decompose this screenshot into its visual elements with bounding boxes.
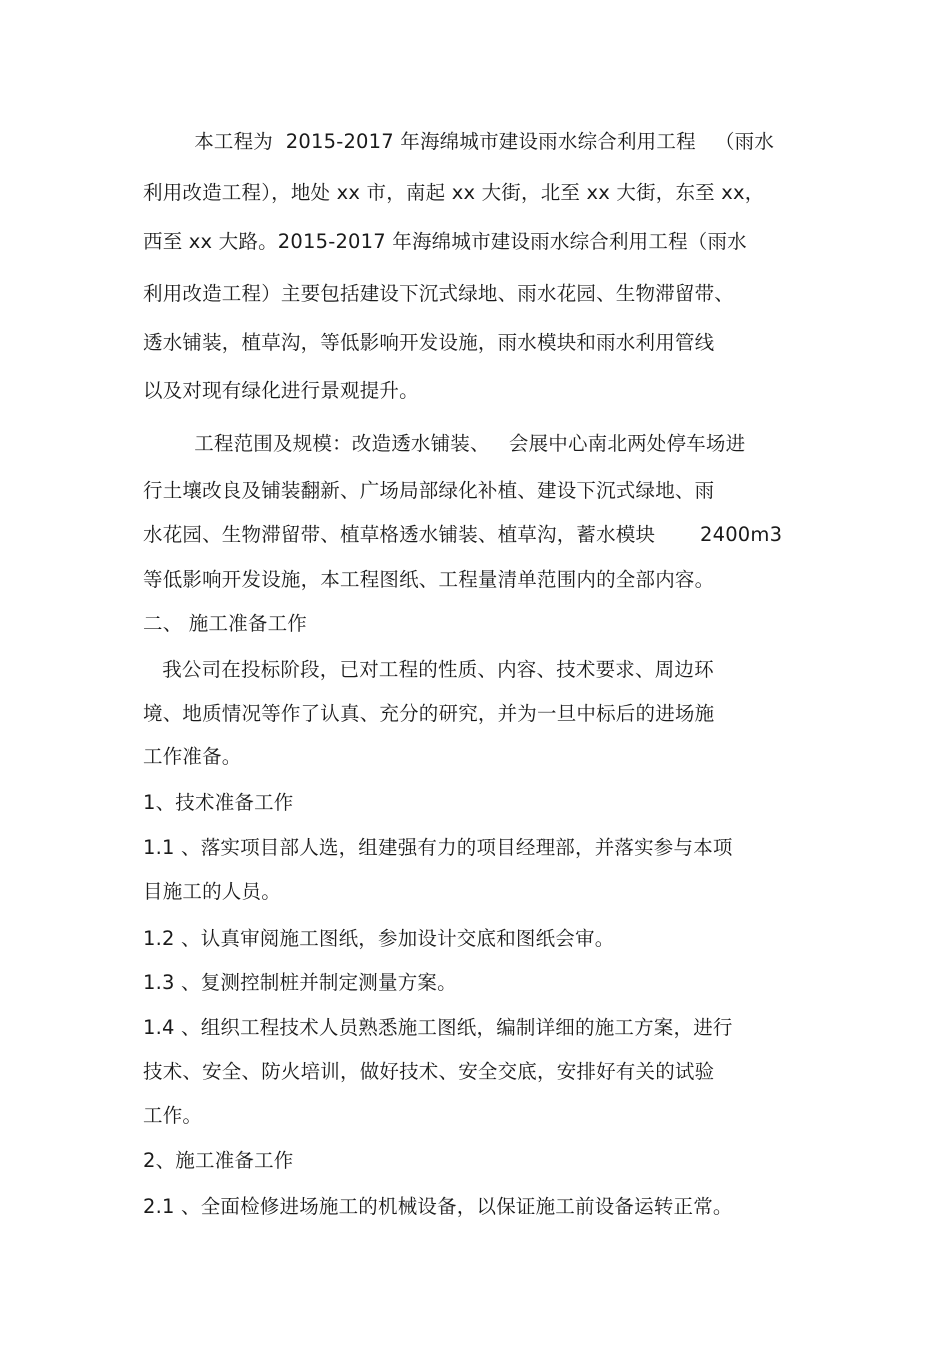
paragraph-1-line-3: 西至 xx 大路。2015-2017 年海绵城市建设雨水综合利用工程（雨水 [143,230,747,253]
subheading-technical-prep: 1、技术准备工作 [143,791,294,814]
item-1-4-line-1: 1.4 、组织工程技术人员熟悉施工图纸，编制详细的施工方案，进行 [143,1016,733,1039]
paragraph-1-line-1: 本工程为 2015-2017 年海绵城市建设雨水综合利用工程 （雨水 [143,130,775,153]
paragraph-1-line-5: 透水铺装，植草沟，等低影响开发设施，雨水模块和雨水利用管线 [143,331,715,354]
paragraph-2-line-1: 工程范围及规模：改造透水铺装、 会展中心南北两处停车场进 [143,432,746,455]
paragraph-3-line-3: 工作准备。 [143,745,242,768]
item-2-1: 2.1 、全面检修进场施工的机械设备，以保证施工前设备运转正常。 [143,1195,733,1218]
paragraph-3-line-2: 境、地质情况等作了认真、充分的研究，并为一旦中标后的进场施 [143,702,715,725]
paragraph-2-line-4: 等低影响开发设施，本工程图纸、工程量清单范围内的全部内容。 [143,568,715,591]
item-1-3: 1.3 、复测控制桩并制定测量方案。 [143,971,457,994]
item-1-1-line-2: 目施工的人员。 [143,880,281,903]
paragraph-1-line-4: 利用改造工程）主要包括建设下沉式绿地、雨水花园、生物滞留带、 [143,282,735,305]
item-1-4-line-3: 工作。 [143,1104,203,1127]
paragraph-3-line-1: 我公司在投标阶段，已对工程的性质、内容、技术要求、周边环 [143,658,714,681]
paragraph-1-line-6: 以及对现有绿化进行景观提升。 [143,379,419,402]
item-1-4-line-2: 技术、安全、防火培训，做好技术、安全交底，安排好有关的试验 [143,1060,715,1083]
item-1-1-line-1: 1.1 、落实项目部人选，组建强有力的项目经理部，并落实参与本项 [143,836,733,859]
paragraph-2-line-2: 行土壤改良及铺装翻新、广场局部绿化补植、建设下沉式绿地、雨 [143,479,715,502]
section-heading-2: 二、 施工准备工作 [143,612,307,635]
item-1-2: 1.2 、认真审阅施工图纸，参加设计交底和图纸会审。 [143,927,615,950]
subheading-construction-prep: 2、施工准备工作 [143,1149,294,1172]
paragraph-2-line-3: 水花园、生物滞留带、植草格透水铺装、植草沟，蓄水模块 2400m3 [143,523,783,546]
paragraph-1-line-2: 利用改造工程），地处 xx 市，南起 xx 大街，北至 xx 大街，东至 xx， [143,181,765,204]
